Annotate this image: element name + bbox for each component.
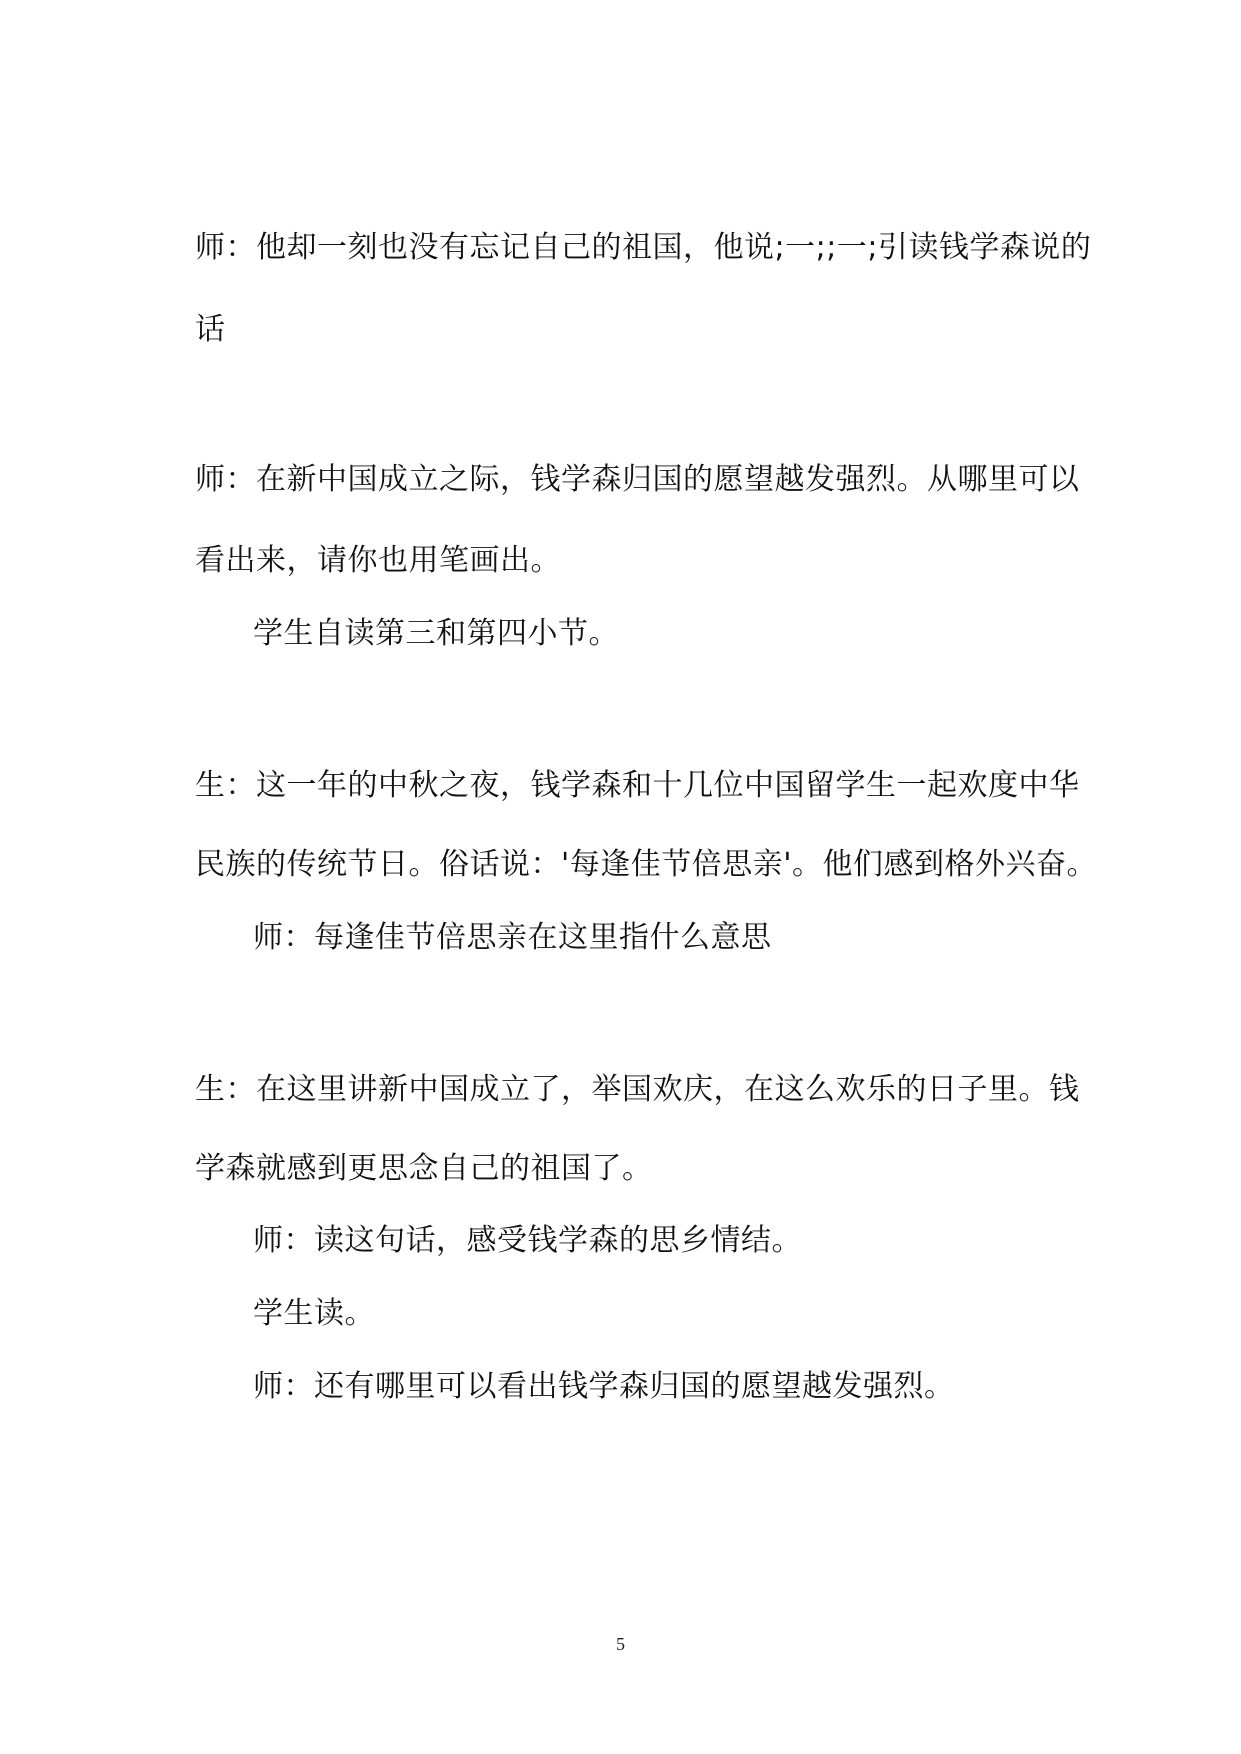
text-line-13: 师：还有哪里可以看出钱学森归国的愿望越发强烈。 xyxy=(253,1369,955,1404)
text-line-3: 师：在新中国成立之际，钱学森归国的愿望越发强烈。从哪里可以 xyxy=(195,462,1080,497)
text-line-4: 看出来，请你也用笔画出。 xyxy=(195,543,561,578)
text-line-9: 生：在这里讲新中国成立了，举国欢庆，在这么欢乐的日子里。钱 xyxy=(195,1072,1080,1107)
text-line-1: 师：他却一刻也没有忘记自己的祖国，他说;一;;一;引读钱学森说的 xyxy=(195,230,1092,265)
text-line-7: 民族的传统节日。俗话说：'每逢佳节倍思亲'。他们感到格外兴奋。 xyxy=(195,847,1097,882)
text-line-5: 学生自读第三和第四小节。 xyxy=(253,616,619,651)
text-line-8: 师：每逢佳节倍思亲在这里指什么意思 xyxy=(253,920,772,955)
text-line-11: 师：读这句话，感受钱学森的思乡情结。 xyxy=(253,1223,802,1258)
page-number: 5 xyxy=(616,1634,625,1654)
text-line-6: 生：这一年的中秋之夜，钱学森和十几位中国留学生一起欢度中华 xyxy=(195,768,1080,803)
text-line-2: 话 xyxy=(195,312,226,347)
text-line-12: 学生读。 xyxy=(253,1296,375,1331)
text-line-10: 学森就感到更思念自己的祖国了。 xyxy=(195,1151,653,1186)
